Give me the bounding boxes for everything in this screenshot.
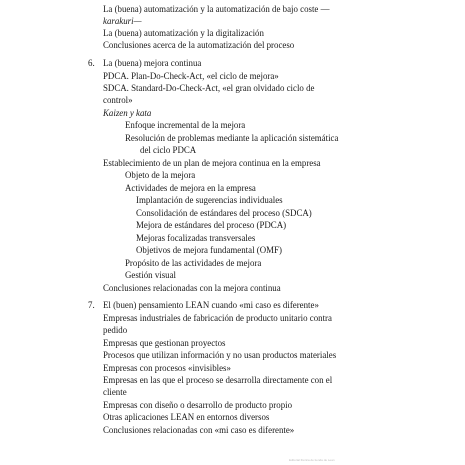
toc-entry: karakuri— — [103, 16, 142, 26]
toc-entry: Otras aplicaciones LEAN en entornos diversos — [103, 412, 270, 422]
toc-entry: Resolución de problemas mediante la aplicación sistemática — [125, 133, 339, 143]
chapter-title: El (buen) pensamiento LEAN cuando «mi caso es diferente» — [103, 300, 319, 310]
toc-entry: La (buena) automatización y la automatización de bajo coste — — [103, 4, 330, 14]
toc-entry: Conclusiones relacionadas con la mejora continua — [103, 283, 281, 293]
toc-entry: PDCA. Plan-Do-Check-Act, «el ciclo de mejora» — [103, 71, 279, 81]
toc-entry: Procesos que utilizan información y no usan productos materiales — [103, 350, 337, 360]
toc-entry: Empresas en las que el proceso se desarrolla directamente con el — [103, 375, 333, 385]
chapter-number: 7. — [88, 300, 95, 310]
toc-entry: La (buena) automatización y la digitalización — [103, 28, 264, 38]
toc-entry: Actividades de mejora en la empresa — [125, 183, 256, 193]
toc-entry: Conclusiones relacionadas con «mi caso es diferente» — [103, 425, 295, 435]
toc-entry: Empresas que gestionan proyectos — [103, 338, 226, 348]
toc-entry: Kaizen y kata — [103, 108, 152, 118]
chapter-number: 6. — [88, 58, 95, 68]
toc-entry: Gestión visual — [125, 270, 177, 280]
toc-entry: Enfoque incremental de la mejora — [125, 120, 246, 130]
toc-entry: Empresas con procesos «invisibles» — [103, 363, 231, 373]
toc-entry: Empresas con diseño o desarrollo de producto propio — [103, 400, 293, 410]
chapter-title: La (buena) mejora continua — [103, 58, 202, 68]
toc-entry: Propósito de las actividades de mejora — [125, 258, 262, 268]
toc-entry: pedido — [103, 325, 128, 335]
toc-entry: Establecimiento de un plan de mejora continua en la empresa — [103, 158, 321, 168]
toc-entry: SDCA. Standard-Do-Check-Act, «el gran olvidado ciclo de — [103, 83, 315, 93]
toc-entry: Objetivos de mejora fundamental (OMF) — [136, 245, 282, 255]
toc-entry: Conclusiones acerca de la automatización del proceso — [103, 40, 295, 50]
toc-entry: Consolidación de estándares del proceso (SDCA) — [136, 208, 312, 218]
toc-entry: Empresas industriales de fabricación de producto unitario contra — [103, 313, 332, 323]
toc-entry: control» — [103, 95, 133, 105]
page-footer: Editorial Ibérica de tienda de Lean — [289, 458, 335, 462]
toc-entry: Mejoras focalizadas transversales — [136, 233, 256, 243]
toc-entry: Objeto de la mejora — [125, 170, 196, 180]
toc-entry: cliente — [103, 387, 127, 397]
toc-entry: Mejora de estándares del proceso (PDCA) — [136, 220, 287, 230]
toc-entry: del ciclo PDCA — [140, 145, 197, 155]
toc-entry: Implantación de sugerencias individuales — [136, 195, 283, 205]
